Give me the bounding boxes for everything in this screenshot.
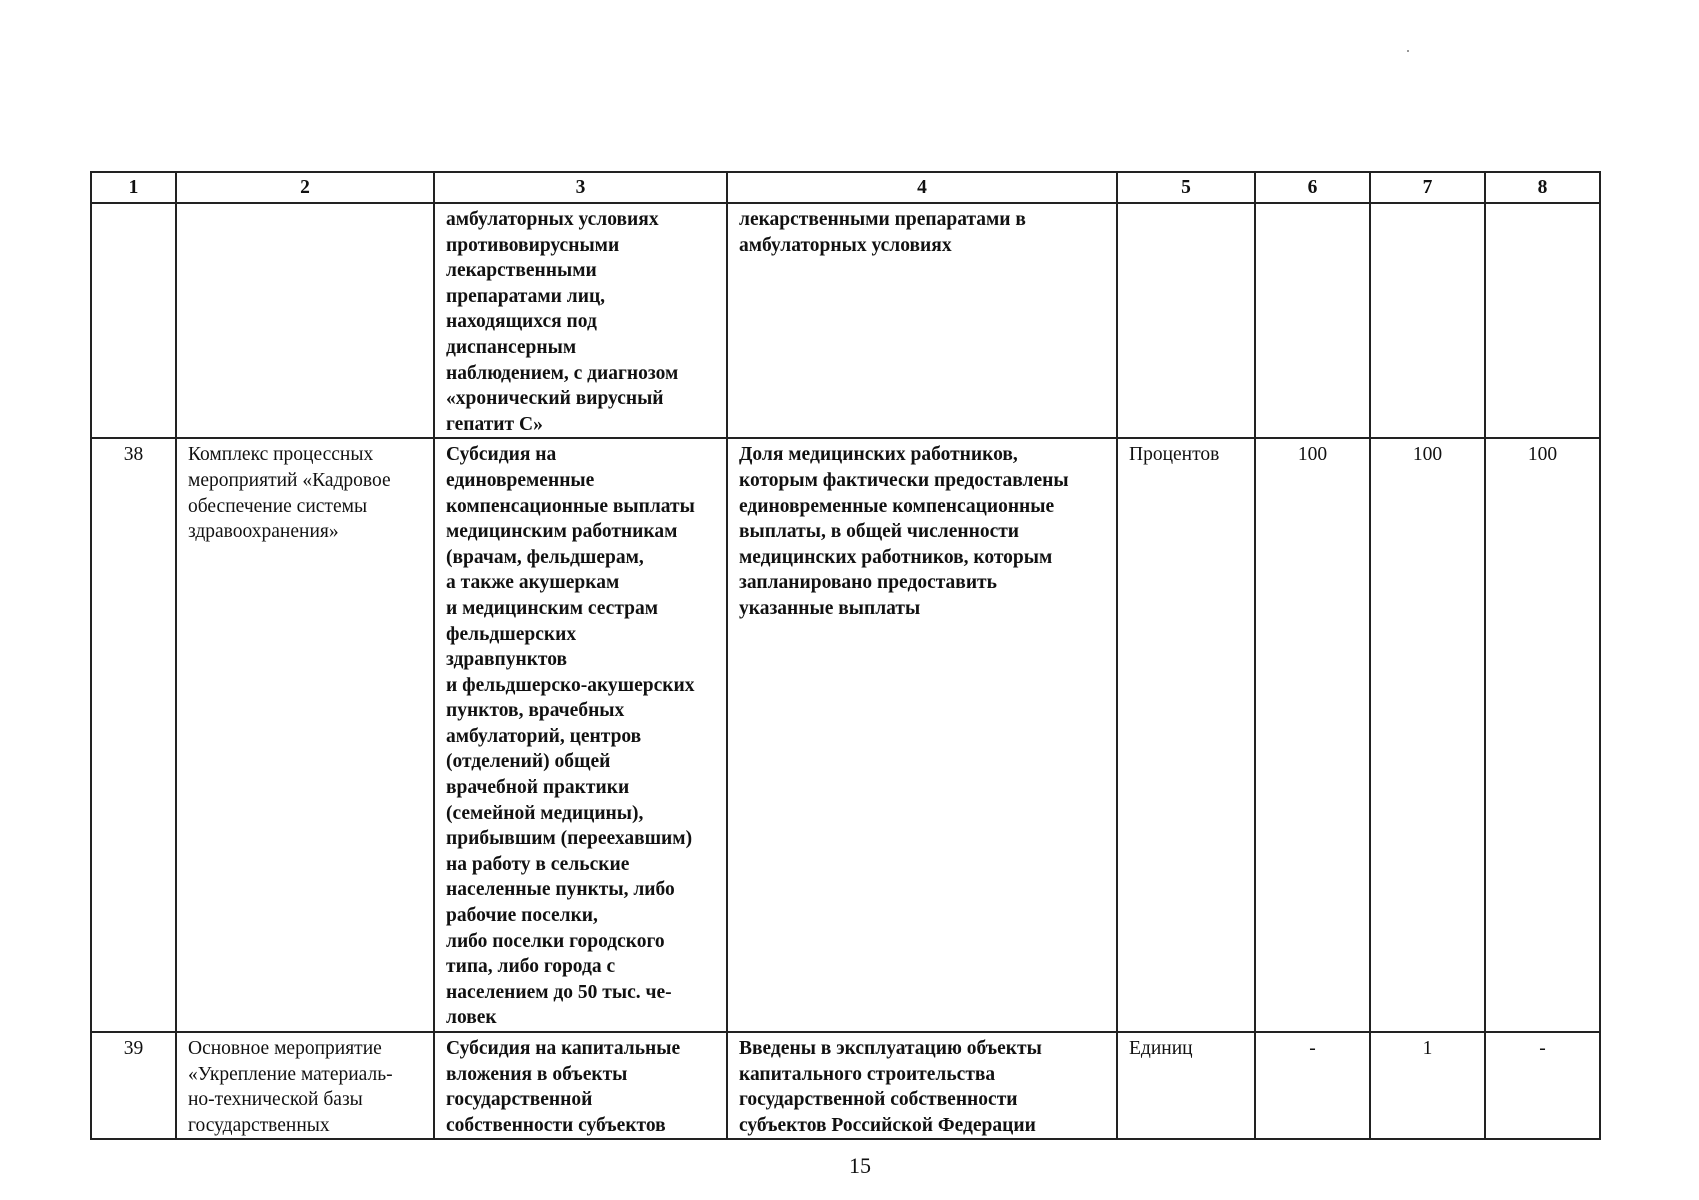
scan-speck xyxy=(1407,50,1409,52)
unit-cell: Процентов xyxy=(1117,438,1255,1032)
header-col-3: 3 xyxy=(434,172,727,203)
table-row-38 xyxy=(91,438,1600,1032)
subsidy-cell: амбулаторных условиях противовирусными лекарственными препаратами лиц, находящихся под диспансерным наблюдением, с диагнозом «хронический вирусный гепатит С» xyxy=(434,203,727,438)
subsidy-cell: Субсидия на капитальные вложения в объекты государственной собственности субъектов xyxy=(434,1032,727,1139)
value-col-8-cell: 100 xyxy=(1485,438,1600,1032)
value-col-6-cell: 100 xyxy=(1255,438,1370,1032)
event-name-cell xyxy=(176,203,434,438)
value-col-8-cell xyxy=(1485,203,1600,438)
subsidy-cell: Субсидия на единовременные компенсационные выплаты медицинским работникам (врачам, фельдшерам, а также акушеркам и медицинским сестрам фельдшерских здравпунктов и фельдшерско-акушерских пунктов, врачебных амбулаторий, центров (отделений) общей врачебной практики (семейной медицины), прибывшим (переехавшим) на работу в сельские населенные пункты, либо рабочие поселки, либо поселки городского типа, либо города с населением до 50 тыс. че- ловек xyxy=(434,438,727,1032)
value-col-7-cell xyxy=(1370,203,1485,438)
event-name-cell: Основное мероприятие «Укрепление материаль- но-технической базы государственных xyxy=(176,1032,434,1139)
header-col-5: 5 xyxy=(1117,172,1255,203)
header-col-4: 4 xyxy=(727,172,1117,203)
unit-cell: Единиц xyxy=(1117,1032,1255,1139)
value-col-6-cell xyxy=(1255,203,1370,438)
result-cell: Введены в эксплуатацию объекты капитального строительства государственной собственности субъектов Российской Федерации xyxy=(727,1032,1117,1139)
header-col-2: 2 xyxy=(176,172,434,203)
result-cell: лекарственными препаратами в амбулаторных условиях xyxy=(727,203,1117,438)
row-number-cell: 39 xyxy=(91,1032,176,1139)
result-cell: Доля медицинских работников, которым фактически предоставлены единовременные компенсационные выплаты, в общей численности медицинских работников, которым запланировано предоставить указанные выплаты xyxy=(727,438,1117,1032)
table-row-39 xyxy=(91,1032,1600,1139)
row-number-cell: 38 xyxy=(91,438,176,1032)
header-row xyxy=(91,172,1600,203)
header-col-7: 7 xyxy=(1370,172,1485,203)
header-col-8: 8 xyxy=(1485,172,1600,203)
event-name-cell: Комплекс процессных мероприятий «Кадровое обеспечение системы здравоохранения» xyxy=(176,438,434,1032)
unit-cell xyxy=(1117,203,1255,438)
table-row-continuation xyxy=(91,203,1600,438)
value-col-7-cell: 1 xyxy=(1370,1032,1485,1139)
header-col-6: 6 xyxy=(1255,172,1370,203)
row-number-cell xyxy=(91,203,176,438)
page-number: 15 xyxy=(849,1153,871,1178)
value-col-6-cell: - xyxy=(1255,1032,1370,1139)
value-col-7-cell: 100 xyxy=(1370,438,1485,1032)
value-col-8-cell: - xyxy=(1485,1032,1600,1139)
indicators-table xyxy=(90,171,1601,1140)
header-col-1: 1 xyxy=(91,172,176,203)
